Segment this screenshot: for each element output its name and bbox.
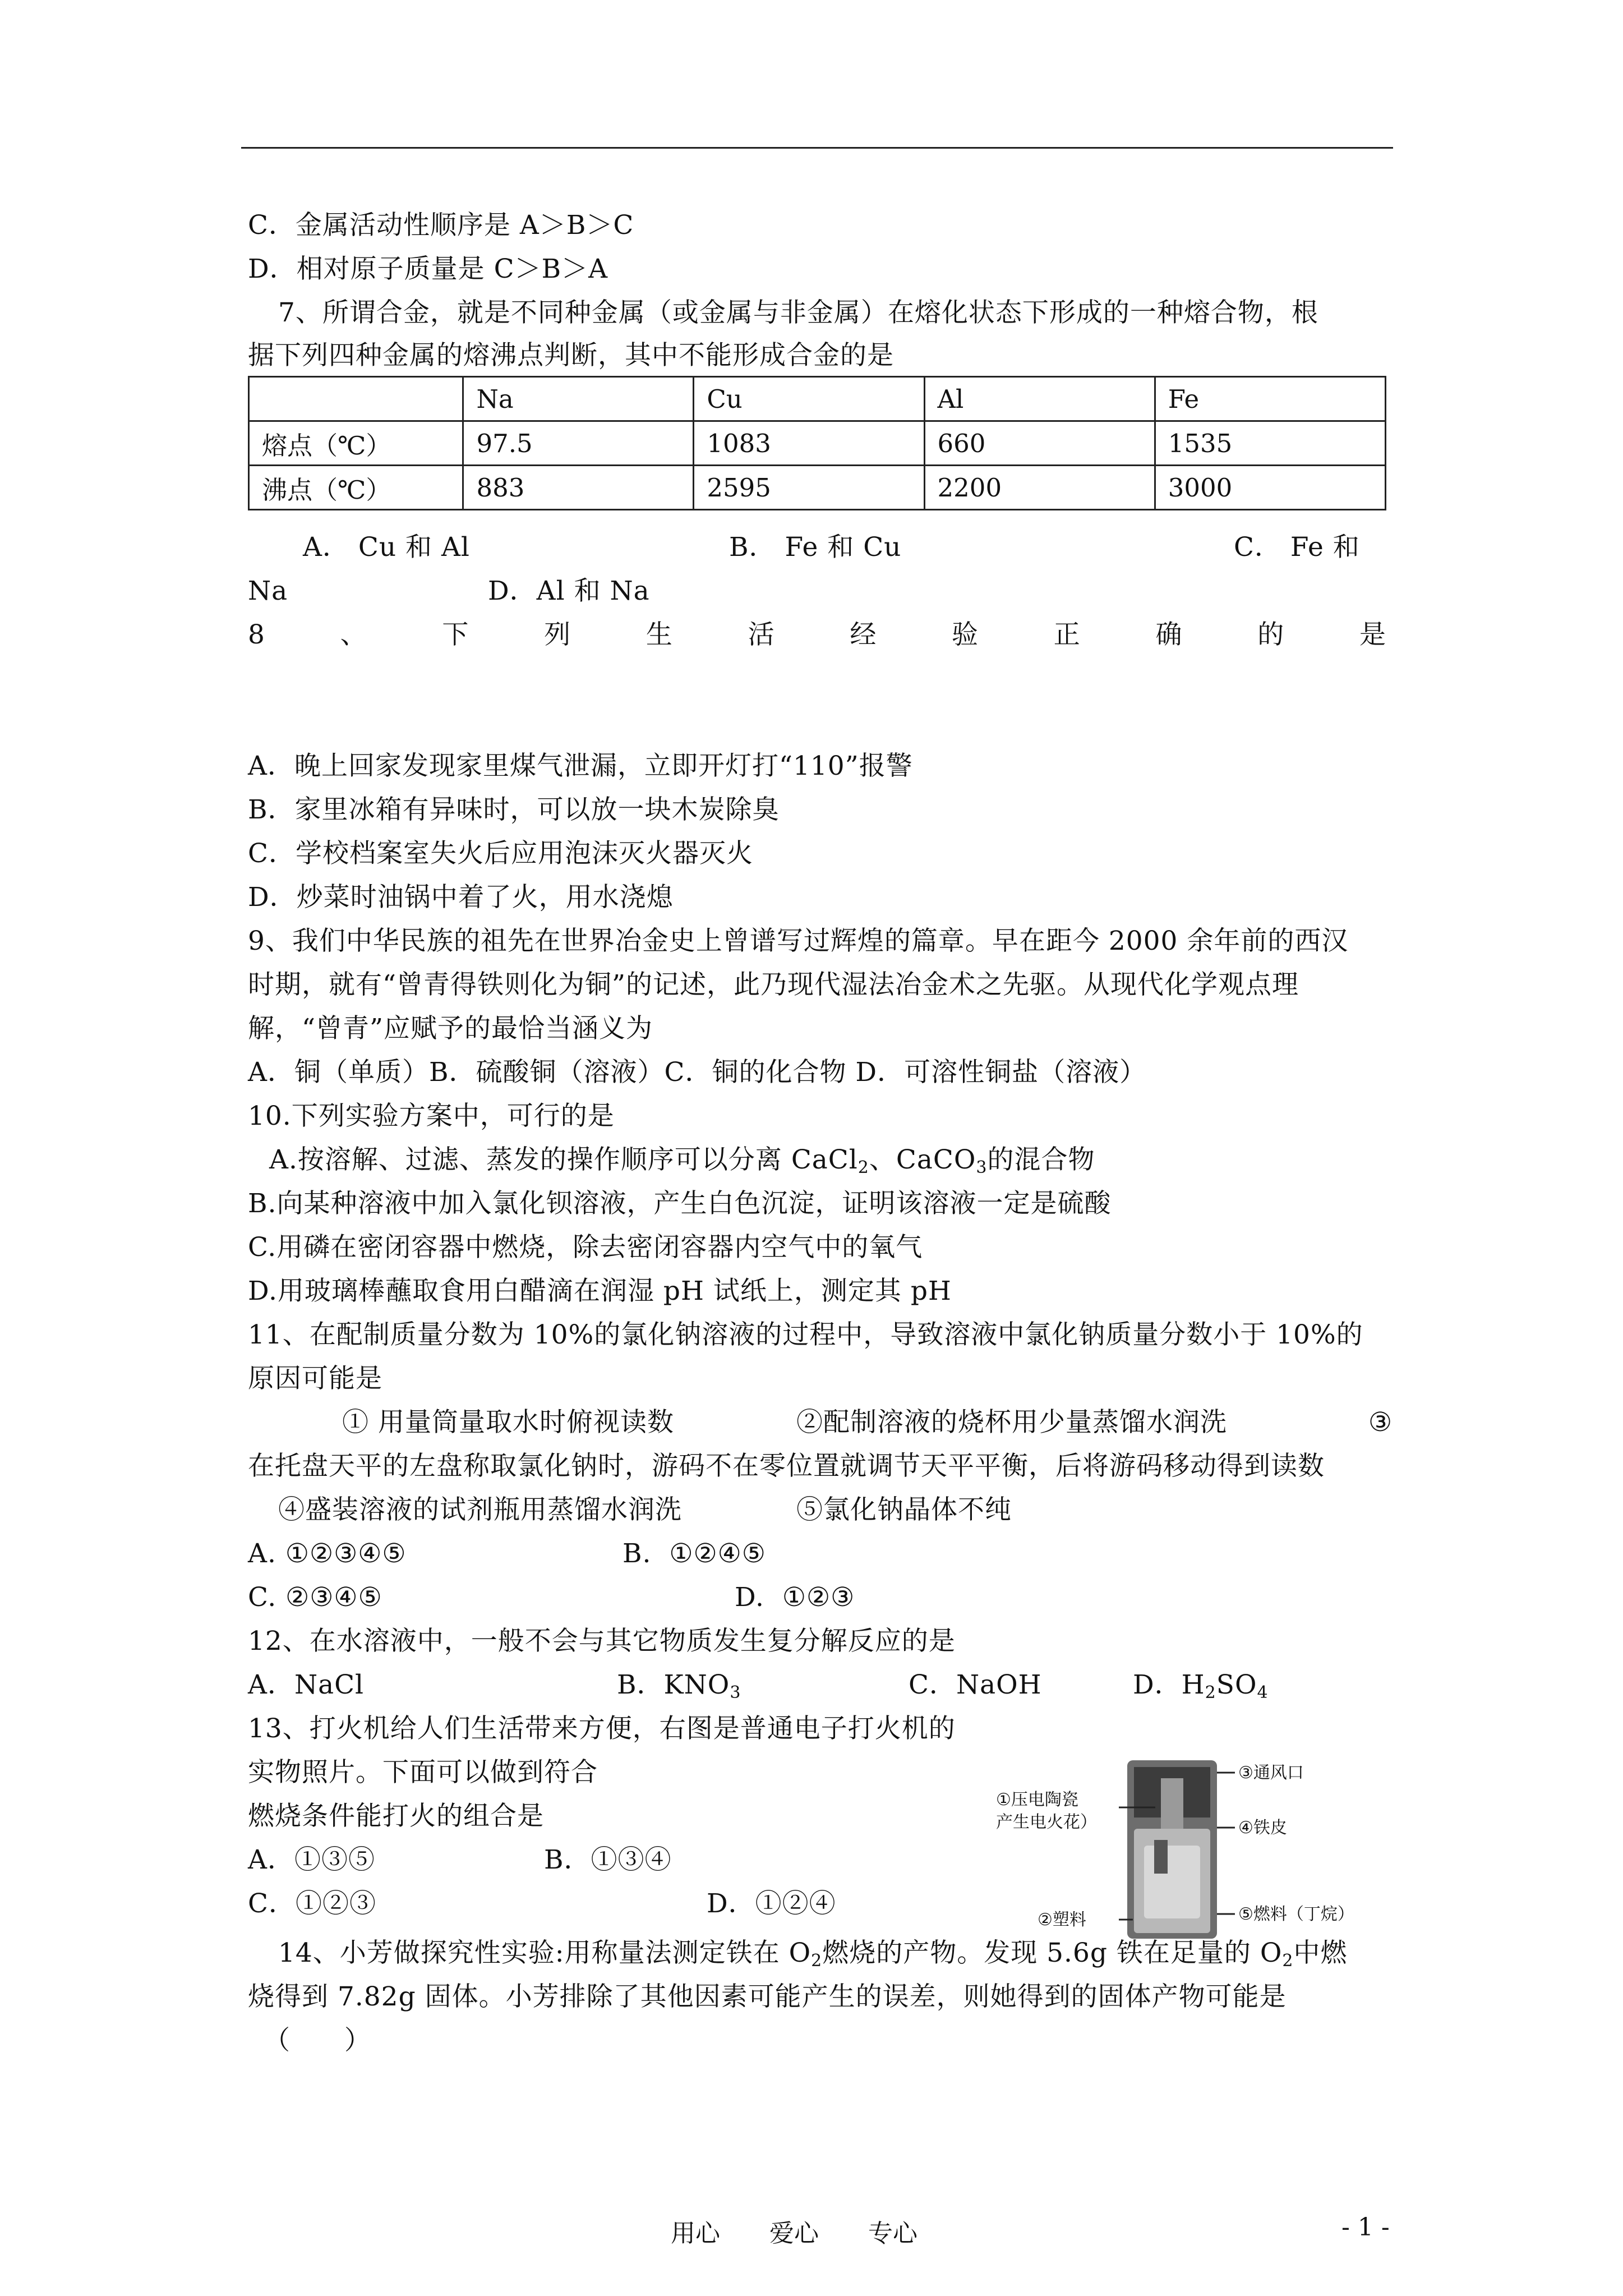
- figure-label: ③通风口: [1238, 1763, 1304, 1783]
- q10-option-d: D.用玻璃棒蘸取食用白醋滴在润湿 pH 试纸上，测定其 pH: [248, 1276, 952, 1306]
- figure-label: ④铁皮: [1238, 1818, 1287, 1838]
- q12-option-a: A．NaCl: [248, 1669, 365, 1700]
- footer-motto: 用心 爱心 专心: [671, 2219, 917, 2248]
- q11-item-4: ④盛装溶液的试剂瓶用蒸馏水润洗: [278, 1494, 682, 1525]
- table-cell: 2595: [694, 466, 924, 510]
- lighter-fuel: [1144, 1846, 1200, 1918]
- q7-option-c: C． Fe 和: [1234, 532, 1360, 563]
- lighter-piezo: [1154, 1840, 1168, 1874]
- q13-option-d: D．①②④: [707, 1888, 836, 1919]
- q8-char: 活: [748, 619, 775, 650]
- q9-stem-line3: 解，“曾青”应赋予的最恰当涵义为: [248, 1013, 653, 1044]
- table-header-row: [249, 377, 1386, 421]
- q11-item-5: ⑤氯化钠晶体不纯: [796, 1494, 1012, 1525]
- q11-item-2: ②配制溶液的烧杯用少量蒸馏水润洗: [796, 1407, 1227, 1438]
- q14-stem-line1: 14、小芳做探究性实验:用称量法测定铁在 $O_2$燃烧的产物。发现 5.6g 铁在足量的 $O_2$中燃: [278, 1938, 1348, 1971]
- q11-option-d: D. ①②③: [735, 1582, 855, 1613]
- q7-option-a: A． Cu 和 Al: [303, 532, 470, 563]
- q8-stem: [248, 618, 1386, 652]
- lighter-photo-figure: [993, 1756, 1419, 1947]
- figure-label: 产生电火花）: [996, 1812, 1097, 1832]
- table-cell: 97.5: [463, 421, 694, 466]
- q11-option-b: B. ①②④⑤: [623, 1538, 766, 1569]
- table-cell: 3000: [1155, 466, 1385, 510]
- table-cell: Fe: [1155, 377, 1385, 421]
- figure-label: ①压电陶瓷: [996, 1790, 1078, 1810]
- q8-option-d: D．炒菜时油锅中着了火，用水浇熄: [248, 882, 674, 913]
- table-cell: 1535: [1155, 421, 1385, 466]
- q11-option-a: A. ①②③④⑤: [248, 1538, 407, 1569]
- q13-option-c: C．①②③: [248, 1888, 376, 1919]
- table-cell: 1083: [694, 421, 924, 466]
- table-cell: 883: [463, 466, 694, 510]
- table-cell: [249, 377, 463, 421]
- q11-item-1: ① 用量筒量取水时俯视读数: [342, 1407, 674, 1438]
- table-cell: 熔点（℃）: [249, 421, 463, 466]
- q7-option-c-cont: Na: [248, 576, 288, 606]
- q14-stem-line2: 烧得到 7.82g 固体。小芳排除了其他因素可能产生的误差，则她得到的固体产物可能是: [248, 1981, 1287, 2012]
- lighter-diagram: [993, 1756, 1419, 1947]
- q12-option-c: C．NaOH: [909, 1669, 1042, 1700]
- q8-option-a: A．晚上回家发现家里煤气泄漏，立即开灯打“110”报警: [248, 751, 913, 781]
- q11-item-3: ③: [1368, 1407, 1393, 1438]
- table-cell: Cu: [694, 377, 924, 421]
- q7-option-d: D．Al 和 Na: [488, 576, 650, 606]
- table-row: [249, 421, 1386, 466]
- table-cell: 沸点（℃）: [249, 466, 463, 510]
- table-cell: Al: [924, 377, 1155, 421]
- q8-char: 验: [952, 619, 979, 650]
- q7-stem-line2: 据下列四种金属的熔沸点判断，其中不能形成合金的是: [248, 340, 894, 371]
- q8-char: 经: [850, 619, 877, 650]
- q14-answer-blank: （ ）: [264, 2025, 371, 2056]
- q11-stem-line2: 原因可能是: [248, 1363, 382, 1394]
- figure-label: ⑤燃料（丁烷）: [1238, 1904, 1354, 1924]
- q8-option-c: C．学校档案室失火后应用泡沫灭火器灭火: [248, 838, 753, 869]
- q8-char: 正: [1053, 619, 1081, 650]
- header-rule: [241, 147, 1393, 149]
- figure-label: ②塑料: [1038, 1910, 1086, 1930]
- q10-stem: 10.下列实验方案中，可行的是: [248, 1101, 615, 1131]
- table-cell: 660: [924, 421, 1155, 466]
- q10-option-a: A.按溶解、过滤、蒸发的操作顺序可以分离 CaCl$_2$、CaCO$_3$的混合物: [269, 1144, 1095, 1177]
- q11-stem-line1: 11、在配制质量分数为 10%的氯化钠溶液的过程中，导致溶液中氯化钠质量分数小于 10%的: [248, 1319, 1363, 1350]
- page-number: - 1 -: [1341, 2213, 1390, 2242]
- q8-char: 确: [1155, 619, 1183, 650]
- q8-char: 下: [442, 619, 469, 650]
- q12-option-d: D．$H_2SO_4$: [1133, 1669, 1269, 1703]
- q13-stem-line1: 13、打火机给人们生活带来方便，右图是普通电子打火机的: [248, 1713, 956, 1744]
- q8-option-b: B．家里冰箱有异味时，可以放一块木炭除臭: [248, 794, 780, 825]
- table-cell: 2200: [924, 466, 1155, 510]
- q11-option-c: C. ②③④⑤: [248, 1582, 382, 1613]
- q12-option-b: B．$KNO_3$: [617, 1669, 741, 1703]
- table-cell: Na: [463, 377, 694, 421]
- q11-item-3-cont: 在托盘天平的左盘称取氯化钠时，游码不在零位置就调节天平平衡，后将游码移动得到读数: [248, 1451, 1325, 1481]
- q7-stem-line1: 7、所谓合金，就是不同种金属（或金属与非金属）在熔化状态下形成的一种熔合物，根: [278, 297, 1318, 328]
- q13-option-b: B．①③④: [544, 1844, 672, 1875]
- melting-point-table: [248, 376, 1386, 510]
- q8-char: 生: [645, 619, 673, 650]
- q12-stem: 12、在水溶液中，一般不会与其它物质发生复分解反应的是: [248, 1626, 956, 1657]
- q10-option-c: C.用磷在密闭容器中燃烧，除去密闭容器内空气中的氧气: [248, 1232, 923, 1263]
- q10-option-b: B.向某种溶液中加入氯化钡溶液，产生白色沉淀，证明该溶液一定是硫酸: [248, 1188, 1112, 1219]
- q13-option-a: A．①③⑤: [248, 1844, 375, 1875]
- q8-char: 8: [248, 619, 265, 650]
- table-row: [249, 466, 1386, 510]
- q7-option-b: B． Fe 和 Cu: [729, 532, 902, 563]
- q9-stem-line2: 时期，就有“曾青得铁则化为铜”的记述，此乃现代湿法冶金术之先驱。从现代化学观点理: [248, 969, 1299, 1000]
- q6-option-d: D．相对原子质量是 C＞B＞A: [248, 254, 608, 284]
- q8-char: 列: [544, 619, 571, 650]
- q8-char: 、: [340, 619, 367, 650]
- q13-stem-line3: 燃烧条件能打火的组合是: [248, 1801, 544, 1832]
- lighter-nozzle: [1161, 1778, 1183, 1829]
- q13-stem-line2: 实物照片。下面可以做到符合: [248, 1757, 598, 1788]
- q6-option-c: C．金属活动性顺序是 A＞B＞C: [248, 210, 634, 241]
- q9-stem-line1: 9、我们中华民族的祖先在世界冶金史上曾谱写过辉煌的篇章。早在距今 2000 余年前的西汉: [248, 926, 1349, 956]
- q8-char: 的: [1257, 619, 1285, 650]
- q9-options: A．铜（单质）B．硫酸铜（溶液）C．铜的化合物 D．可溶性铜盐（溶液）: [248, 1057, 1147, 1088]
- q8-char: 是: [1359, 619, 1386, 650]
